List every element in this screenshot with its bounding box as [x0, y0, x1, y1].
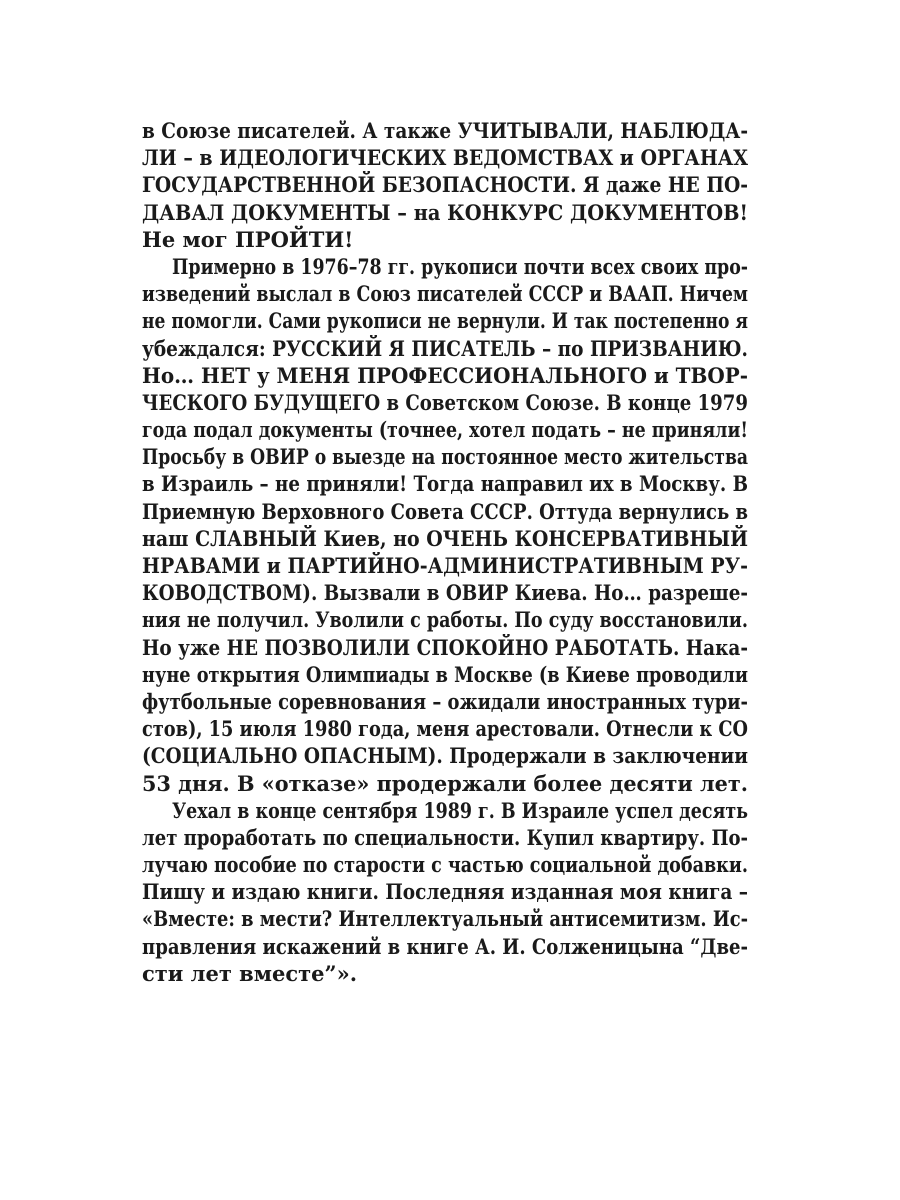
text-line: лет проработать по специальности. Купил квартиру. По- [142, 824, 749, 850]
text-line: Но уже НЕ ПОЗВОЛИЛИ СПОКОЙНО РАБОТАТЬ. Нака- [142, 634, 748, 660]
text-line: Но… НЕТ у МЕНЯ ПРОФЕССИОНАЛЬНОГО и ТВОР- [142, 362, 749, 388]
text-line: наш СЛАВНЫЙ Киев, но ОЧЕНЬ КОНСЕРВАТИВНЫЙ [142, 525, 749, 551]
text-line: года подал документы (точнее, хотел подать – не приняли! [142, 417, 748, 443]
text-line: ГОСУДАРСТВЕННОЙ БЕЗОПАСНОСТИ. Я даже НЕ ПО- [142, 172, 749, 198]
text-line: в Союзе писателей. А также УЧИТЫВАЛИ, НАБЛЮДА- [142, 118, 749, 143]
text-line: изведений выслал в Союз писателей СССР и ВААП. Ничем [142, 281, 749, 307]
text-line: не помогли. Сами рукописи не вернули. И так постепенно я [142, 308, 749, 334]
text-line: лучаю пособие по старости с частью социальной добавки. [142, 852, 748, 878]
text-line: Просьбу в ОВИР о выезде на постоянное место жительства [142, 444, 749, 470]
text-line: правления искажений в книге А. И. Солженицына “Две- [142, 933, 748, 959]
text-line: сти лет вместе”». [142, 960, 358, 986]
text-line: Примерно в 1976–78 гг. рукописи почти всех своих про- [172, 253, 749, 279]
text-line: футбольные соревнования – ожидали иностранных тури- [142, 688, 748, 714]
text-line: ния не получил. Уволили с работы. По суду восстановили. [142, 607, 748, 633]
text-line: 53 дня. В «отказе» продержали более десяти лет. [142, 770, 748, 796]
page-body-text [142, 117, 748, 987]
text-line: Приемную Верховного Совета СССР. Оттуда вернулись в [142, 498, 748, 524]
text-line: Пишу и издаю книги. Последняя изданная моя книга – [142, 879, 749, 905]
text-line: в Израиль – не приняли! Тогда направил их в Москву. В [142, 471, 749, 497]
text-line: Уехал в конце сентября 1989 г. В Израиле успел десять [172, 797, 749, 823]
text-line: стов), 15 июля 1980 года, меня арестовали. Отнесли к СО [142, 716, 748, 742]
text-line: НРАВАМИ и ПАРТИЙНО-АДМИНИСТРАТИВНЫМ РУ- [142, 553, 748, 578]
text-line: «Вместе: в мести? Интеллектуальный антисемитизм. Ис- [142, 906, 748, 932]
text-line: убеждался: РУССКИЙ Я ПИСАТЕЛЬ – по ПРИЗВАНИЮ. [142, 335, 748, 361]
text-line: ДАВАЛ ДОКУМЕНТЫ – на КОНКУРС ДОКУМЕНТОВ! [142, 199, 749, 225]
text-line: (СОЦИАЛЬНО ОПАСНЫМ). Продержали в заключении [142, 743, 749, 769]
text-line: ЛИ – в ИДЕОЛОГИЧЕСКИХ ВЕДОМСТВАХ и ОРГАНАХ [142, 145, 748, 171]
text-line: Не мог ПРОЙТИ! [142, 226, 354, 252]
text-line: КОВОДСТВОМ). Вызвали в ОВИР Киева. Но… разреше- [142, 580, 748, 606]
text-line: нуне открытия Олимпиады в Москве (в Киеве проводили [142, 661, 748, 687]
text-line: ЧЕСКОГО БУДУЩЕГО в Советском Союзе. В конце 1979 [142, 389, 748, 415]
